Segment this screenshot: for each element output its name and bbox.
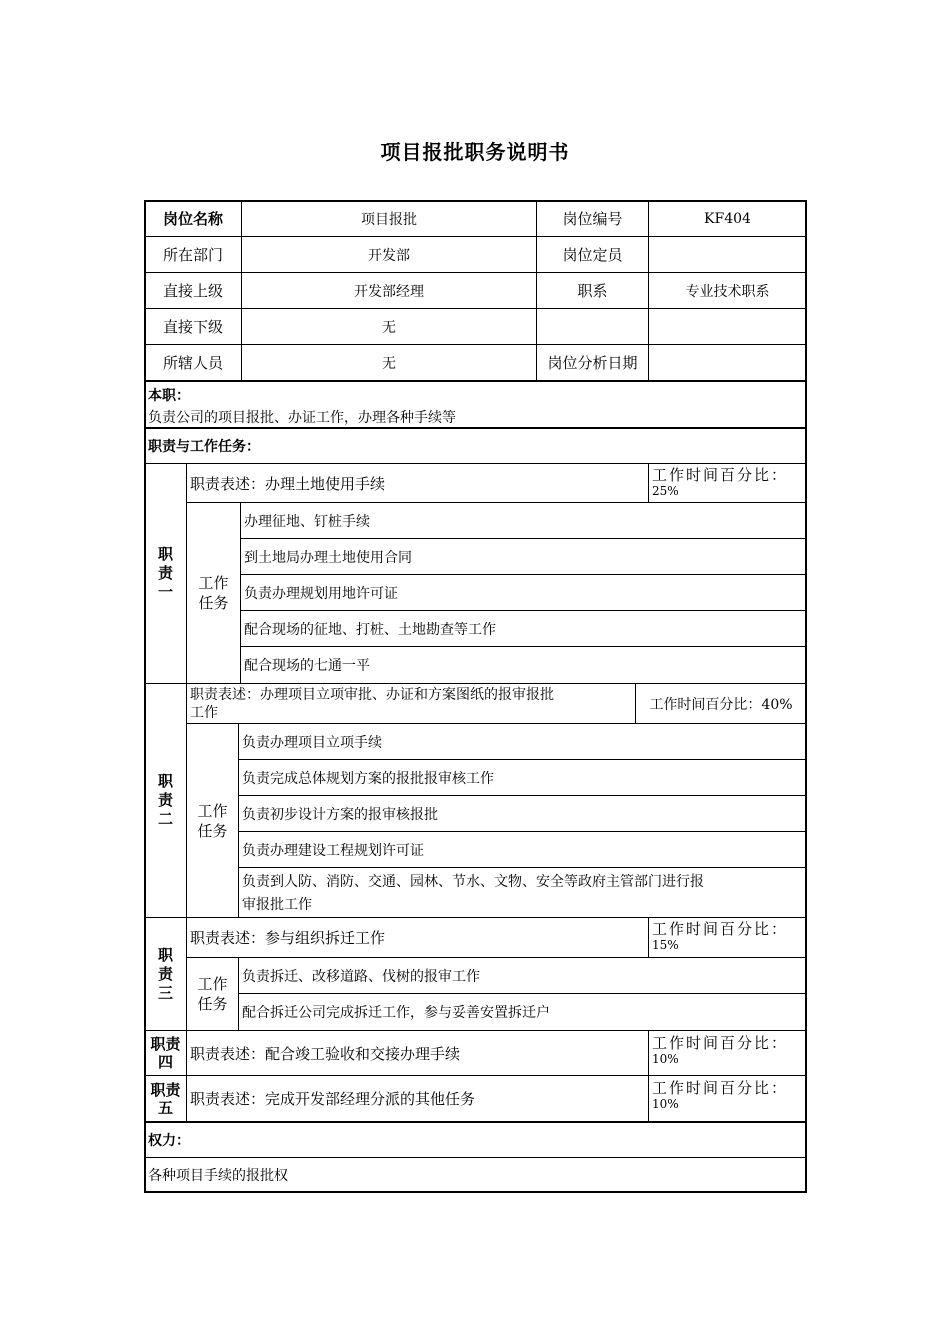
duty-3-percent-value: 15% (652, 938, 679, 952)
duty-4-label-line: 职责 (150, 1035, 181, 1053)
label-position-name: 岗位名称 (144, 200, 242, 237)
duty-4-time-percent (648, 1030, 807, 1076)
duty-2-time-percent: 工作时间百分比：40% (635, 683, 807, 724)
duty-2-task: 负责初步设计方案的报审核报批 (238, 795, 807, 832)
label-department: 所在部门 (144, 236, 242, 273)
value-position-name: 项目报批 (241, 200, 537, 237)
duty-1-description: 职责表述：办理土地使用手续 (186, 463, 649, 503)
duty-3-time-percent (648, 917, 807, 958)
duty-2-description-line: 职责表述：办理项目立项审批、办证和方案图纸的报审报批 (190, 687, 554, 703)
duty-3-task: 配合拆迁公司完成拆迁工作，参与妥善安置拆迁户 (238, 993, 807, 1031)
task-label-line: 工作 (198, 574, 229, 592)
duty-1-task: 办理征地、钉桩手续 (240, 502, 807, 539)
duty-2-description-line: 工作 (190, 705, 218, 721)
value-headcount (648, 236, 807, 273)
main-duty-section (144, 380, 807, 428)
value-staff: 无 (241, 344, 537, 381)
duty-1-task: 配合现场的七通一平 (240, 646, 807, 684)
document-title: 项目报批职务说明书 (380, 140, 570, 164)
duty-2-description (186, 683, 636, 724)
duty-5-label-line: 职责 (150, 1080, 181, 1099)
duty-1-task: 到土地局办理土地使用合同 (240, 538, 807, 575)
duty-1-task-label (186, 502, 241, 684)
value-analysis-date (648, 344, 807, 381)
duty-1-label-char: 职 (157, 545, 173, 563)
duty-2-task-line: 审报批工作 (242, 897, 312, 913)
duty-4-percent-label: 工作时间百分比： (652, 1034, 789, 1052)
duty-1-label-char: 责 (157, 564, 173, 582)
label-staff: 所辖人员 (144, 344, 242, 381)
duty-5-label-line: 五 (157, 1098, 173, 1117)
value-empty (648, 308, 807, 345)
duty-3-label-char: 责 (157, 964, 173, 983)
label-analysis-date: 岗位分析日期 (536, 344, 649, 381)
duty-2-task: 负责办理项目立项手续 (238, 723, 807, 760)
task-label-line: 任务 (198, 594, 229, 612)
task-label-line: 任务 (197, 995, 228, 1013)
duty-5-description: 职责表述：完成开发部经理分派的其他任务 (186, 1075, 649, 1122)
duty-3-description: 职责表述：参与组织拆迁工作 (186, 917, 649, 958)
duty-3-task: 负责拆迁、改移道路、伐树的报审工作 (238, 957, 807, 994)
task-label-line: 工作 (197, 801, 228, 820)
duty-5-label (144, 1075, 187, 1122)
task-label-line: 工作 (197, 975, 228, 993)
value-position-code: KF404 (648, 200, 807, 237)
duty-4-description: 职责表述：配合竣工验收和交接办理手续 (186, 1030, 649, 1076)
duty-3-label-char: 职 (157, 945, 173, 964)
duty-5-percent-label: 工作时间百分比： (652, 1079, 789, 1097)
duties-header: 职责与工作任务： (144, 427, 807, 464)
power-text: 各种项目手续的报批权 (144, 1157, 807, 1193)
duty-1-label (144, 463, 187, 684)
power-header: 权力： (144, 1121, 807, 1158)
label-empty (536, 308, 649, 345)
duty-4-label (144, 1030, 187, 1076)
duty-4-percent-value: 10% (652, 1052, 679, 1066)
label-superior: 直接上级 (144, 272, 242, 309)
value-superior: 开发部经理 (241, 272, 537, 309)
duty-4-label-line: 四 (157, 1053, 173, 1071)
label-headcount: 岗位定员 (536, 236, 649, 273)
duty-3-task-label (186, 957, 239, 1031)
task-label-line: 任务 (197, 821, 228, 840)
duty-3-percent-label: 工作时间百分比： (652, 920, 789, 938)
duty-2-task: 负责办理建设工程规划许可证 (238, 831, 807, 868)
duty-1-percent-value: 25% (652, 484, 679, 498)
duty-3-label-char: 三 (157, 983, 173, 1002)
duty-1-label-char: 一 (157, 583, 173, 601)
duty-1-task: 配合现场的征地、打桩、土地勘查等工作 (240, 610, 807, 647)
duty-1-percent-label: 工作时间百分比： (652, 466, 789, 484)
duty-5-time-percent (648, 1075, 807, 1122)
duty-3-label (144, 917, 187, 1031)
duty-2-task-label (186, 723, 239, 918)
value-job-family: 专业技术职系 (648, 272, 807, 309)
label-position-code: 岗位编号 (536, 200, 649, 237)
main-duty-text: 负责公司的项目报批、办证工作，办理各种手续等 (148, 410, 456, 426)
label-subordinate: 直接下级 (144, 308, 242, 345)
duty-2-label-char: 二 (157, 810, 173, 828)
duty-2-task (238, 867, 807, 918)
duty-2-label-char: 责 (157, 791, 173, 809)
value-subordinate: 无 (241, 308, 537, 345)
value-department: 开发部 (241, 236, 537, 273)
label-job-family: 职系 (536, 272, 649, 309)
duty-1-time-percent (648, 463, 807, 503)
main-duty-header: 本职： (148, 388, 190, 404)
duty-2-task-line: 负责到人防、消防、交通、园林、节水、文物、安全等政府主管部门进行报 (242, 874, 704, 890)
duty-2-label-char: 职 (157, 772, 173, 790)
duty-2-label (144, 683, 187, 918)
duty-2-task: 负责完成总体规划方案的报批报审核工作 (238, 759, 807, 796)
duty-5-percent-value: 10% (652, 1097, 679, 1111)
duty-1-task: 负责办理规划用地许可证 (240, 574, 807, 611)
